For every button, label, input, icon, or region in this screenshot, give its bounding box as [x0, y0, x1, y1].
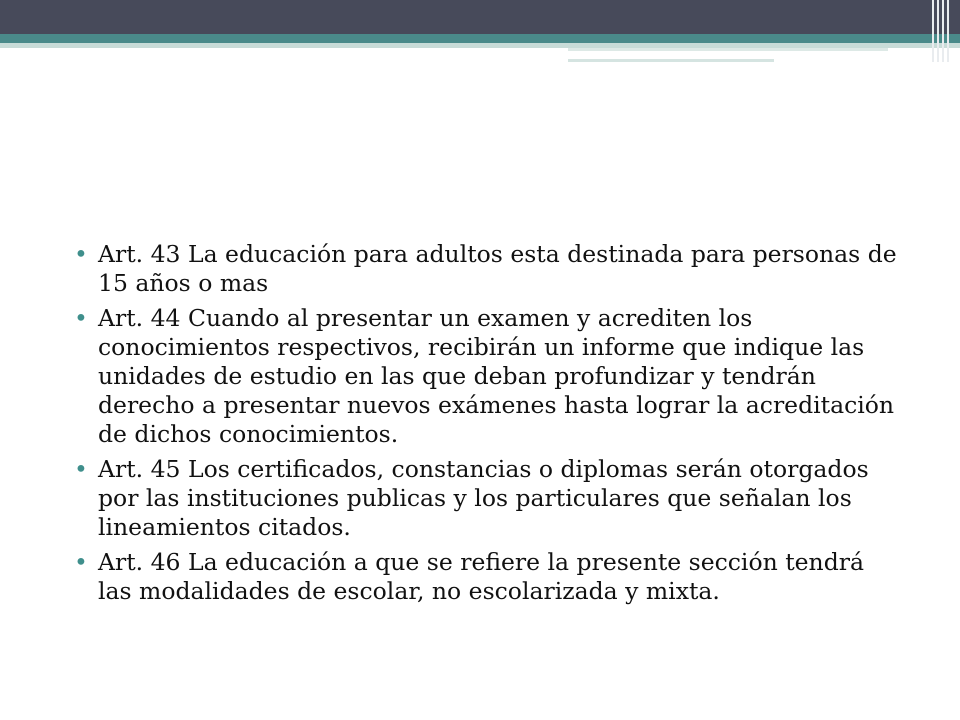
accent-line	[568, 59, 774, 62]
list-item-text: Art. 44 Cuando al presentar un examen y acrediten los conocimientos respectivos, recibirán un informe que indique las unidades de estudio en las que deban profundizar y tendrán derecho a presentar nuevos exámenes hasta lograr la acreditación de dichos conocimientos.	[98, 304, 895, 448]
corner-decoration	[930, 0, 952, 62]
bullet-icon: •	[74, 455, 88, 483]
bullet-list	[74, 240, 904, 612]
list-item	[74, 455, 904, 542]
list-item-text: Art. 43 La educación para adultos esta destinada para personas de 15 años o mas	[98, 240, 897, 297]
accent-line	[568, 51, 888, 54]
header-teal-stripe	[0, 34, 960, 43]
header-band	[0, 0, 960, 34]
bullet-icon: •	[74, 304, 88, 332]
list-item-text: Art. 46 La educación a que se refiere la presente sección tendrá las modalidades de escolar, no escolarizada y mixta.	[98, 548, 864, 605]
list-item	[74, 240, 904, 298]
bullet-icon: •	[74, 548, 88, 576]
list-item	[74, 304, 904, 449]
bullet-icon: •	[74, 240, 88, 268]
list-item	[74, 548, 904, 606]
list-item-text: Art. 45 Los certificados, constancias o diplomas serán otorgados por las instituciones publicas y los particulares que señalan los lineamientos citados.	[98, 455, 869, 541]
